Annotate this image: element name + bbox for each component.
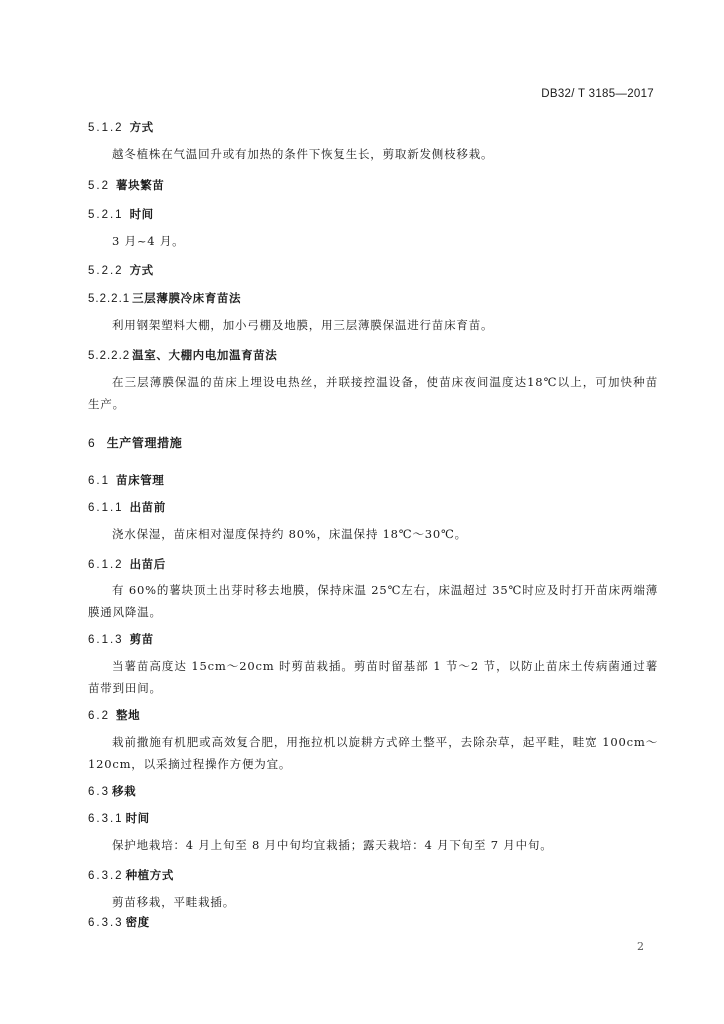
paragraph-5-2-2-2: 在三层薄膜保温的苗床上埋设电热丝，并联接控温设备，使苗床夜间温度达18℃以上，可加快种苗生产。 [88, 375, 658, 411]
section-title: 温室、大棚内电加温育苗法 [132, 348, 278, 362]
section-title: 种植方式 [125, 868, 174, 882]
paragraph-6-1-2: 有 60%的薯块顶土出芽时移去地膜，保持床温 25℃左右，床温超过 35℃时应及时打开苗床两端薄膜通风降温。 [88, 583, 658, 619]
heading-6-2 [88, 707, 140, 723]
heading-5-2 [88, 177, 164, 193]
heading-6-3-3 [88, 914, 150, 930]
heading-6-3 [88, 783, 136, 799]
heading-6-1-2 [88, 556, 166, 572]
section-number: 5.1.2 [88, 122, 124, 134]
section-title: 三层薄膜冷床育苗法 [132, 291, 242, 305]
section-title: 移栽 [112, 784, 137, 798]
heading-6-3-2 [88, 867, 174, 883]
paragraph-6-3-2: 剪苗移栽，平畦栽插。 [112, 895, 235, 909]
page-number: 2 [637, 940, 644, 953]
section-title: 密度 [125, 915, 150, 929]
section-number: 6.2 [88, 710, 110, 722]
section-number: 6.1.1 [88, 502, 124, 514]
heading-6-1-1 [88, 499, 166, 515]
section-title: 整地 [116, 708, 141, 722]
section-title: 剪苗 [129, 632, 154, 646]
section-number: 5.2 [88, 180, 110, 192]
paragraph-6-3-1: 保护地栽培：4 月上旬至 8 月中旬均宜栽插；露天栽培：4 月下旬至 7 月中旬。 [112, 838, 553, 852]
section-number: 6.1.2 [88, 559, 124, 571]
section-number: 6.3.2 [88, 870, 124, 882]
section-number: 6.3.3 [88, 917, 124, 929]
heading-5-2-2-1 [88, 290, 241, 306]
section-title: 出苗前 [129, 500, 166, 514]
heading-6-1 [88, 472, 164, 488]
section-title: 薯块繁苗 [116, 178, 165, 192]
section-title: 出苗后 [129, 557, 166, 571]
section-title: 方式 [129, 120, 154, 134]
paragraph-6-1-3: 当薯苗高度达 15cm～20cm 时剪苗栽插。剪苗时留基部 1 节～2 节，以防止苗床土传病菌通过薯苗带到田间。 [88, 659, 658, 695]
paragraph-5-2-2-1: 利用钢架塑料大棚，加小弓棚及地膜，用三层薄膜保温进行苗床育苗。 [112, 318, 494, 332]
section-title: 苗床管理 [116, 473, 165, 487]
section-number: 6 [88, 436, 97, 450]
paragraph-6-1-1: 浇水保湿，苗床相对湿度保持约 80%，床温保持 18℃～30℃。 [112, 527, 467, 541]
heading-6 [88, 434, 182, 451]
section-number: 5.2.2 [88, 265, 124, 277]
section-title: 时间 [129, 207, 154, 221]
paragraph-5-1-2: 越冬植株在气温回升或有加热的条件下恢复生长，剪取新发侧枝移栽。 [112, 147, 494, 161]
heading-6-3-1 [88, 810, 150, 826]
section-number: 5.2.1 [88, 209, 124, 221]
paragraph-6-2: 栽前撒施有机肥或高效复合肥，用拖拉机以旋耕方式碎土整平，去除杂草，起平畦，畦宽 100cm～120cm，以采摘过程操作方便为宜。 [88, 735, 658, 771]
heading-5-2-2 [88, 262, 154, 278]
section-title: 生产管理措施 [106, 436, 183, 450]
section-title: 时间 [125, 811, 150, 825]
section-title: 方式 [129, 263, 154, 277]
section-number: 6.3 [88, 786, 110, 798]
document-id-header: DB32/ T 3185—2017 [541, 88, 654, 100]
section-number: 6.3.1 [88, 813, 124, 825]
heading-6-1-3 [88, 631, 154, 647]
heading-5-2-1 [88, 206, 154, 222]
heading-5-1-2 [88, 119, 154, 135]
section-number: 6.1.3 [88, 634, 124, 646]
section-number: 6.1 [88, 475, 110, 487]
paragraph-5-2-1: 3 月~4 月。 [112, 234, 185, 248]
section-number: 5.2.2.2 [88, 350, 131, 362]
heading-5-2-2-2 [88, 347, 277, 363]
section-number: 5.2.2.1 [88, 293, 131, 305]
